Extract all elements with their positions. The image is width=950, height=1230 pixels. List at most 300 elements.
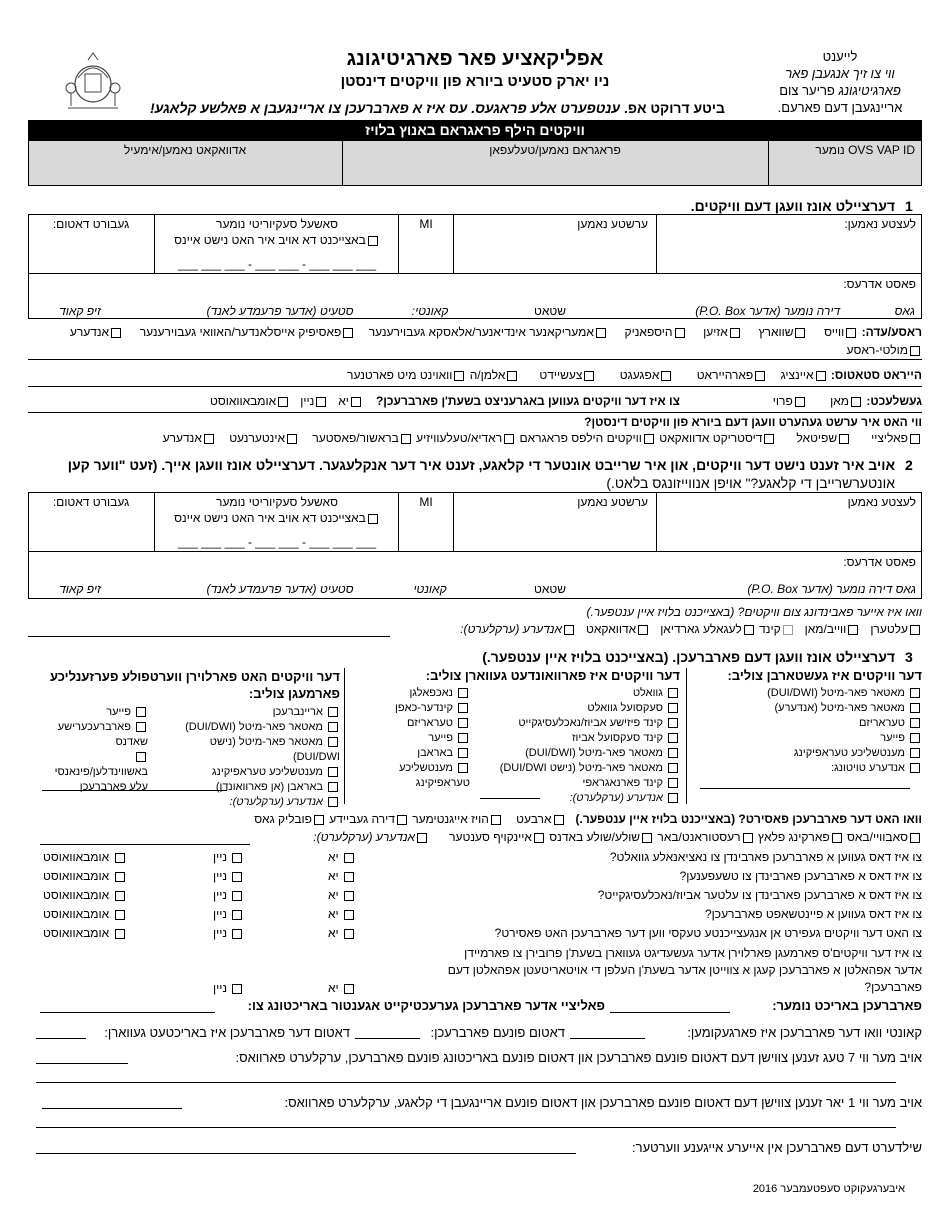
relation-options (460, 622, 922, 636)
died-other-input[interactable] (700, 788, 910, 789)
checkbox[interactable] (816, 371, 826, 381)
checkbox[interactable] (638, 625, 648, 635)
describe-input[interactable] (36, 1153, 576, 1154)
list-item (475, 746, 680, 761)
no-label: ניין (213, 907, 228, 921)
checkbox[interactable] (851, 397, 861, 407)
checkbox[interactable] (328, 722, 338, 732)
race-option: מולטי-ראסע (846, 343, 908, 357)
option-label: פייער (428, 732, 453, 744)
checkbox[interactable] (668, 718, 678, 728)
heard-option: אינטערנעט (229, 431, 286, 445)
no-label: ניין (213, 981, 228, 995)
relation-option: קינד (759, 622, 781, 636)
no-label: ניין (213, 850, 228, 864)
marital-option: איינציג (780, 368, 814, 382)
option-label: פארברעכערישע שאדנס (57, 721, 148, 748)
section-3-number: 3 (905, 649, 913, 665)
checkbox[interactable] (232, 929, 242, 939)
claimant-ssn-label: סאשעל סעקיוריטי נומער (216, 495, 338, 509)
checkbox[interactable] (458, 733, 468, 743)
checkbox[interactable] (343, 328, 353, 338)
ssn-none-label: באצייכנט דא אויב איר האט נישט איינס (174, 233, 366, 247)
checkbox[interactable] (232, 872, 242, 882)
marital-option: צעשיידט (539, 368, 583, 382)
claimant-city-field[interactable]: שטאט (534, 582, 566, 596)
checkbox[interactable] (504, 434, 514, 444)
col-property-list-a (180, 705, 340, 810)
option-label: מאטאר פאר-מיטל (DUI/DWI) (767, 687, 905, 699)
instructions-note (770, 48, 910, 116)
checkbox[interactable] (910, 688, 920, 698)
list-item (180, 735, 340, 765)
heard-option: בראשור/פאסטער (312, 431, 399, 445)
section-2-title-l1: אויב איר זענט נישט דער וויקטים, און איר שרייבט אונטער די קלאגע, זענט איר דער אנקלעגער. דערציילט אונז וועגן אייך. (זעט "ווער קען (67, 457, 895, 473)
list-item (690, 761, 922, 776)
victim-state-field[interactable]: סטעיט (אדער פרעמדע לאנד) (206, 304, 354, 318)
checkbox[interactable] (668, 778, 678, 788)
race-option: ווייס (824, 325, 845, 339)
checkbox[interactable] (554, 815, 564, 825)
location-other-input[interactable] (40, 844, 250, 845)
checkbox[interactable] (783, 625, 793, 635)
section-2-number: 2 (905, 457, 913, 473)
one-year-label: אויב מער ווי 1 יאר זענען צווישן דעם דאטום פונעם פארברעכן און דאטום פונעם אריינגעבן די קלאגע, ערקלערט פארוואס: (284, 1095, 922, 1110)
checkbox[interactable] (491, 815, 501, 825)
checkbox[interactable] (204, 434, 214, 444)
claimant-state-field[interactable]: סטעיט (אדער פרעמדע לאנד) (206, 582, 354, 596)
race-option: שווארץ (758, 325, 794, 339)
learn-line-2: ווי צו זיך אנגעבן פאר (785, 66, 895, 81)
checkbox[interactable] (661, 371, 671, 381)
unknown-label: אומבאוואוסט (43, 907, 110, 921)
list-item (475, 761, 680, 776)
crime-location-question: וואו האט דער פארברעכן פאסירט? (באצייכנט בלויז איין ענטפער.) (575, 812, 922, 826)
checkbox[interactable] (846, 328, 856, 338)
list-item (690, 701, 922, 716)
describe-label: שילדערט דעם פארברעכן אין אייערע אייגענע ווערטער: (632, 1140, 922, 1155)
print-note-bold: ביטע דרוקט אפ. (623, 100, 725, 116)
relation-option: אנדערע (ערקלערט): (460, 622, 562, 636)
checkbox[interactable] (644, 434, 654, 444)
checkbox[interactable] (344, 984, 354, 994)
checkbox[interactable] (744, 625, 754, 635)
list-item (475, 776, 680, 791)
marital-status-row (347, 368, 922, 382)
ny-state-seal (58, 48, 128, 118)
checkbox[interactable] (344, 910, 354, 920)
yes-label: יא (328, 850, 339, 864)
heard-option: דיסטריקט אדוואקאט (659, 431, 763, 445)
race-label: ראסע/עדה: (861, 325, 922, 339)
section-3-title: דערציילט אונז וועגן דעם פארברעכן. (באצייכנט בלויז איין ענטפער.) (482, 649, 895, 665)
victim-ssn-field[interactable]: ___ ___ ___ - ___ ___ - ___ ___ ___ (177, 257, 377, 271)
yn-question: צו האט דער וויקטים געפירט אן אנגעצייכנטע טעקסי ווען דער פארברעכן האט פאסירט? (494, 926, 922, 940)
list-item (345, 716, 470, 731)
list-item (180, 765, 340, 780)
checkbox[interactable] (743, 833, 753, 843)
revision-date: איבערגעקוקט סעפטעמבער 2016 (752, 1183, 905, 1195)
ssn-none-label: באצייכנט דא אויב איר האט נישט איינס (174, 511, 366, 525)
list-item (345, 701, 470, 716)
yn-question: צו איז דאס געווען א פארברעכן פארבינדן צו נאציאנאלע גוואלט? (609, 850, 922, 864)
list-item (690, 746, 922, 761)
checkbox[interactable] (136, 722, 146, 732)
relation-other-input[interactable] (28, 636, 390, 637)
option-label: אנדערע טויטונג: (830, 762, 905, 774)
injured-other-input[interactable] (480, 798, 540, 799)
checkbox[interactable] (328, 767, 338, 777)
yn-row (28, 888, 922, 907)
learn-line-5: אריינגעבן דעם פארעם. (777, 100, 903, 115)
list-item (345, 686, 470, 701)
option-label: פייער (880, 732, 905, 744)
yn-row-long (28, 945, 922, 1001)
print-note-rest: ענטפערט אלע פראגעס. עס איז א פארברעכן צו אריינגעבן א פאלשע קלאגע! (150, 100, 621, 116)
checkbox[interactable] (401, 434, 411, 444)
victim-zip-field[interactable]: זיפ קאוד (59, 304, 101, 318)
location-option: איינקויף סענטער (449, 830, 532, 844)
claimant-mi-field[interactable]: MI (419, 495, 433, 509)
checkbox[interactable] (668, 703, 678, 713)
option-label: קינדער-כאפן (395, 702, 453, 714)
checkbox[interactable] (328, 797, 338, 807)
checkbox[interactable] (910, 718, 920, 728)
claimant-address-label: פאסט אדרעס: (843, 555, 916, 569)
checkbox[interactable] (454, 371, 464, 381)
long-question-line: צו איז דער וויקטים'ס פארמעגן פארלוירן אדער געשעדיגט געווארן בשעת'ן פרובירן צו פארמיידן (464, 946, 922, 960)
list-item (180, 795, 340, 810)
option-label: מאטאר פאר-מיטל (DUI/DWI) (525, 747, 663, 759)
report-number-input[interactable] (610, 1012, 730, 1013)
list-item (475, 701, 680, 716)
one-year-input[interactable] (42, 1108, 182, 1109)
checkbox[interactable] (314, 815, 324, 825)
checkbox[interactable] (232, 853, 242, 863)
checkbox[interactable] (115, 853, 125, 863)
checkbox[interactable] (458, 763, 468, 773)
yes-label: יא (328, 869, 339, 883)
checkbox[interactable] (832, 833, 842, 843)
disability-option: ניין (300, 394, 315, 408)
col-injured-list-a (475, 686, 680, 806)
checkbox[interactable] (910, 346, 920, 356)
option-label: פייער (106, 706, 131, 718)
advocate-name-email-field[interactable]: אדוואקאט נאמען/אימעיל (123, 143, 247, 157)
victim-ssn-label: סאשעל סעקיוריטי נומער (216, 217, 338, 231)
crime-location-row-1 (254, 812, 922, 826)
col-died-list (690, 686, 922, 776)
checkbox[interactable] (910, 434, 920, 444)
relation-option: עלטערן (870, 622, 908, 636)
checkbox[interactable] (111, 328, 121, 338)
gender-row (773, 394, 922, 408)
yn-question: צו איז דאס געווען א פיינטשאפט פארברעכן? (704, 907, 922, 921)
long-question-line: אדער אפהאלטן א פארברעכן קעגן א צווייטן אדער בשעת'ן העלפן די אויטאריטעטן אפהאלטן דעם (447, 963, 922, 977)
checkbox[interactable] (115, 929, 125, 939)
checkbox[interactable] (910, 748, 920, 758)
claimant-ssn-none-option[interactable] (158, 511, 396, 525)
program-name-phone-field[interactable]: פראגראם נאמען/טעלעפאן (489, 143, 621, 157)
list-item (475, 731, 680, 746)
checkbox[interactable] (534, 833, 544, 843)
option-label: קינד סעקסועל אביוז (571, 732, 663, 744)
checkbox[interactable] (564, 625, 574, 635)
checkbox[interactable] (795, 328, 805, 338)
county-label: קאונטי וואו דער פארברעכן איז פארגעקומען: (687, 1025, 922, 1040)
unknown-label: אומבאוואוסט (43, 869, 110, 883)
checkbox[interactable] (839, 434, 849, 444)
reported-date-input[interactable] (36, 1038, 86, 1039)
heard-question: ווי האט איר ערשט געהערט וועגן דעם ביורא פון וויקטים דינסטן? (584, 415, 922, 429)
seven-days-input-2[interactable] (36, 1082, 896, 1083)
marital-option: פארהייראט (696, 368, 754, 382)
checkbox[interactable] (910, 763, 920, 773)
gender-label: געשלעכט: (866, 394, 922, 408)
list-item (345, 746, 470, 761)
crime-date-label: דאטום פונעם פארברעכן: (430, 1025, 565, 1040)
yes-label: יא (328, 926, 339, 940)
checkbox[interactable] (458, 688, 468, 698)
checkbox[interactable] (232, 910, 242, 920)
option-label: באראבן (417, 747, 453, 759)
list-item (345, 761, 470, 791)
list-item (345, 731, 470, 746)
claimant-last-name-field[interactable]: לעצטע נאמען (847, 495, 916, 509)
page-subtitle: ניו יארק סטעיט ביורא פון וויקטים דינסטן (340, 73, 610, 90)
relation-question: וואו איז אייער פאבינדונג צום וויקטים? (באצייכנט בלויז איין ענטפער.) (586, 605, 922, 619)
checkbox[interactable] (417, 833, 427, 843)
yn-row (28, 869, 922, 888)
option-label: מאטאר פאר-מיטל (DUI/DWI) (185, 721, 323, 733)
learn-line-3: פארגיטיגונג (838, 83, 901, 98)
checkbox[interactable] (668, 733, 678, 743)
checkbox[interactable] (115, 891, 125, 901)
col-died-title: דער וויקטים איז געשטארבן צוליב: (727, 668, 922, 683)
checkbox[interactable] (848, 625, 858, 635)
disability-option: יא (338, 394, 349, 408)
checkbox[interactable] (344, 853, 354, 863)
claimant-zip-field[interactable]: זיפ קאוד (59, 582, 101, 596)
claimant-county-field[interactable]: קאונטי (413, 582, 447, 596)
reported-date-label: דאטום דער פארברעכן איז באריכטעט געווארן: (104, 1025, 350, 1040)
marital-option: אלמן/ה (469, 368, 506, 382)
seven-days-label: אויב מער ווי 7 טעג זענען צווישן דעם דאטום פונעם פארברעכן און דאטום פונעם באריכטונג פונעם פארברעכן, ערקלערט פארוואס: (235, 1050, 922, 1065)
location-option: שולע/שולע באדנס (549, 830, 641, 844)
police-agency-label: פאליציי אדער פארברעכן גערעכטיקייט אגענטור באריכטונג צו: (247, 998, 605, 1013)
checkbox[interactable] (507, 371, 517, 381)
option-label: סעקסועל גוואלט (587, 702, 663, 714)
option-label: מאטאר פאר-מיטל (נישט DUI/DWI) (209, 736, 340, 763)
disability-options (210, 394, 363, 408)
option-label: טעראריזם (407, 717, 453, 729)
claimant-ssn-field[interactable]: ___ ___ ___ - ___ ___ - ___ ___ ___ (177, 535, 377, 549)
gender-option: פרוי (772, 394, 793, 408)
learn-line-1: לייענט (822, 49, 858, 64)
location-option: סאבוויי/באס (847, 830, 908, 844)
list-item (38, 705, 148, 720)
option-label: אנדערע (ערקלערט): (229, 796, 323, 808)
col-property-list-b (38, 705, 148, 795)
list-item (690, 716, 922, 731)
checkbox[interactable] (458, 703, 468, 713)
option-label: אריינברעכן (272, 706, 323, 718)
option-label: קינד פארנאגראפי (582, 777, 663, 789)
option-label: טעראריזם (859, 717, 905, 729)
claimant-first-name-field[interactable]: ערשטע נאמען (577, 495, 648, 509)
marital-option: וואוינט מיט פארטנער (347, 368, 453, 382)
col-property-title: דער וויקטים האט פארלוירן ווערטפולע פערזענליכע פארמעגן צוליב: (49, 669, 340, 701)
checkbox[interactable] (316, 397, 326, 407)
checkbox[interactable] (115, 910, 125, 920)
checkbox[interactable] (675, 328, 685, 338)
checkbox[interactable] (764, 434, 774, 444)
list-item (180, 720, 340, 735)
program-bar-title: וויקטים הילף פראגראם באנוץ בלויז (28, 120, 922, 140)
section-1-title: דערציילט אונז וועגן דעם וויקטים. (690, 198, 895, 214)
checkbox[interactable] (344, 929, 354, 939)
checkbox[interactable] (755, 371, 765, 381)
race-row-2 (847, 343, 922, 357)
marital-option: אפגעגט (619, 368, 660, 382)
victim-apt-field[interactable]: דירה נומער (אדער P.O. Box) (695, 304, 840, 318)
checkbox[interactable] (668, 793, 678, 803)
yes-label: יא (328, 888, 339, 902)
checkbox[interactable] (397, 815, 407, 825)
victim-county-field[interactable]: קאונטי: (411, 304, 449, 318)
list-item (475, 686, 680, 701)
option-label: מאטאר פאר-מיטל (נישט DUI/DWI) (499, 762, 663, 774)
checkbox[interactable] (458, 748, 468, 758)
victim-mi-field[interactable]: MI (419, 217, 433, 231)
checkbox[interactable] (232, 891, 242, 901)
list-item (180, 705, 340, 720)
checkbox[interactable] (795, 397, 805, 407)
option-label: באראבן (אן פארוואונדן) (215, 781, 323, 793)
checkbox[interactable] (287, 434, 297, 444)
no-label: ניין (213, 869, 228, 883)
option-label: מענטשליכע טעראפיקינג (793, 747, 905, 759)
checkbox[interactable] (328, 707, 338, 717)
checkbox[interactable] (458, 718, 468, 728)
heard-option: וויקטים הילפס פראגראם (519, 431, 642, 445)
option-label: מענטשליכע טעראפיקינג (211, 766, 323, 778)
list-item (690, 731, 922, 746)
checkbox[interactable] (910, 833, 920, 843)
heard-option: שפיטאל (796, 431, 838, 445)
checkbox[interactable] (910, 625, 920, 635)
checkbox[interactable] (232, 984, 242, 994)
checkbox[interactable] (668, 763, 678, 773)
claimant-street-apt-field[interactable]: גאס דירה נומער (אדער P.O. Box) (747, 582, 916, 596)
heard-options (163, 431, 922, 445)
claimant-dob-field[interactable]: געבורט דאטום: (52, 495, 130, 509)
yes-label: יא (328, 981, 339, 995)
disability-option: אומבאוואוסט (210, 394, 277, 408)
list-item (180, 780, 340, 795)
checkbox[interactable] (278, 397, 288, 407)
race-option: אזיען (703, 325, 728, 339)
option-label: אנדערע (ערקלערט): (569, 792, 663, 804)
report-number-label: פארברעכן באריכט נומער: (772, 998, 922, 1013)
police-agency-input[interactable] (40, 1012, 215, 1013)
location-option: ארבעט (516, 812, 552, 826)
victim-first-name-field[interactable]: ערשטע נאמען (577, 217, 648, 231)
checkbox[interactable] (596, 328, 606, 338)
unknown-label: אומבאוואוסט (43, 888, 110, 902)
option-label: באשווינדלען/פינאנסי עלע פארברעכן (54, 766, 148, 793)
learn-line-4: פריער צום (779, 83, 835, 98)
checkbox[interactable] (328, 737, 338, 747)
checkbox[interactable] (668, 688, 678, 698)
checkbox[interactable] (642, 833, 652, 843)
checkbox[interactable] (351, 397, 361, 407)
location-option: הויז אייגנטימער (412, 812, 489, 826)
checkbox[interactable] (910, 703, 920, 713)
victim-last-name-field[interactable]: לעצטע נאמען: (844, 217, 916, 231)
seven-days-input[interactable] (36, 1063, 128, 1064)
seal-icon (58, 48, 128, 118)
option-label: מאטאר פאר-מיטל (אנדערע) (774, 702, 905, 714)
checkbox[interactable] (368, 236, 378, 246)
location-option: רעסטוראנט/באר (657, 830, 741, 844)
victim-city-field[interactable]: שטאט (534, 304, 566, 318)
checkbox[interactable] (344, 872, 354, 882)
victim-ssn-none-option[interactable] (158, 233, 396, 247)
race-row (28, 325, 922, 339)
checkbox[interactable] (910, 733, 920, 743)
checkbox[interactable] (136, 752, 146, 762)
location-option: פארקינג פלאץ (757, 830, 830, 844)
yn-question: צו איז דאס א פארברעכן פארבינדן צו טשעפענען? (679, 869, 922, 883)
section-1-number: 1 (905, 198, 913, 214)
relation-option: ווייב/מאן (804, 622, 847, 636)
race-option: פאסיפיק אייסלאנדער/האוואי געבוירענער (139, 325, 342, 339)
checkbox[interactable] (115, 872, 125, 882)
checkbox[interactable] (368, 514, 378, 524)
print-note (150, 100, 725, 116)
page-title: אפליקאציע פאר פארגיטיגונג (346, 48, 604, 70)
checkbox[interactable] (344, 891, 354, 901)
list-item (690, 686, 922, 701)
checkbox[interactable] (668, 748, 678, 758)
no-label: ניין (213, 888, 228, 902)
option-label: קינד פיזישע אביוז/נאכלעסיגקייט (518, 717, 663, 729)
checkbox[interactable] (584, 371, 594, 381)
crime-date-input[interactable] (355, 1038, 420, 1039)
victim-address-label: פאסט אדרעס: (843, 277, 916, 291)
checkbox[interactable] (730, 328, 740, 338)
heard-option: פאליציי (871, 431, 908, 445)
section-2-title-l2: אונטערשרייבן די קלאגע?" אויפן אנווייזונגס בלאט.) (606, 475, 895, 491)
option-label: גוואלט (632, 687, 663, 699)
yn-row (28, 926, 922, 945)
victim-street-field[interactable]: גאס (894, 304, 915, 318)
checkbox[interactable] (328, 782, 338, 792)
ovs-vap-id-field[interactable]: OVS VAP ID נומער (815, 143, 915, 157)
checkbox[interactable] (136, 707, 146, 717)
list-item (475, 716, 680, 731)
victim-dob-field[interactable]: געבורט דאטום: (52, 217, 130, 231)
one-year-input-2[interactable] (36, 1127, 896, 1128)
yn-row (28, 850, 922, 869)
county-input[interactable] (570, 1038, 645, 1039)
yes-no-questions (28, 850, 922, 1001)
marital-status-label: הייראט סטאטוס: (830, 368, 922, 382)
option-label: נאכפאלגן (409, 687, 453, 699)
heard-option: ראדיא/טעלעוויזיע (416, 431, 503, 445)
heard-option: אנדערע (162, 431, 202, 445)
